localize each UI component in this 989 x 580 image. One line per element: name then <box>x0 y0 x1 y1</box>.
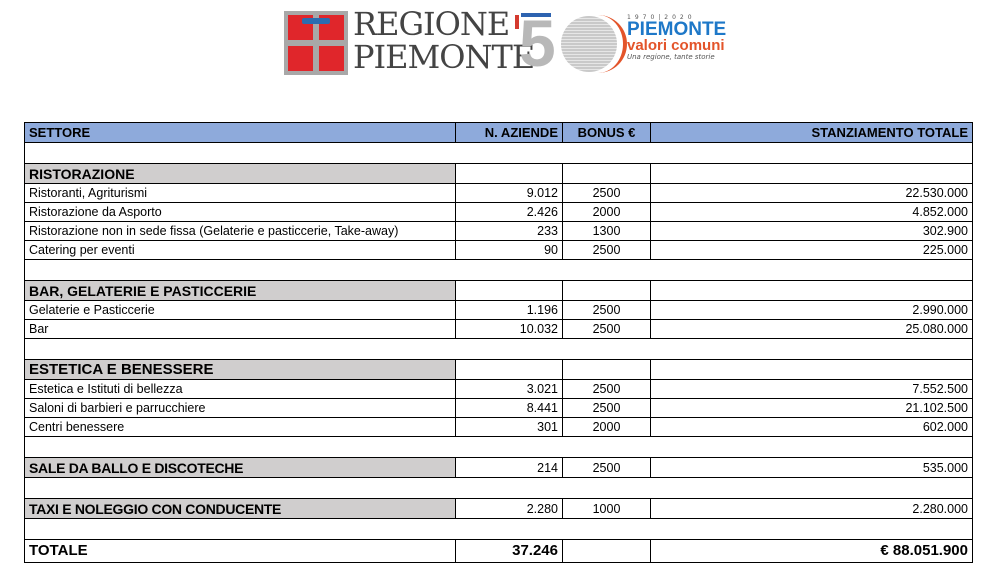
table-row <box>25 399 973 418</box>
table-row <box>25 301 973 320</box>
column-header-settore: SETTORE <box>25 123 456 143</box>
cell-settore: Catering per eventi <box>25 241 456 260</box>
cell-totale: 602.000 <box>651 418 973 437</box>
total-label: TOTALE <box>25 540 456 563</box>
cell-settore: Centri benessere <box>25 418 456 437</box>
section-row-taxi-ncc <box>25 499 973 519</box>
cell-totale: 7.552.500 <box>651 380 973 399</box>
cell-bonus: 2500 <box>563 399 651 418</box>
cell-bonus: 2500 <box>563 241 651 260</box>
total-aziende: 37.246 <box>456 540 563 563</box>
spacer-row <box>25 143 973 164</box>
cell-totale: 25.080.000 <box>651 320 973 339</box>
section-name: ESTETICA E BENESSERE <box>25 360 456 380</box>
fifty-years-logo-icon: 5 <box>515 11 625 75</box>
column-header-bonus: BONUS € <box>563 123 651 143</box>
cell-bonus: 2500 <box>563 458 651 478</box>
cell-settore: Gelaterie e Pasticcerie <box>25 301 456 320</box>
table-header-row <box>25 123 973 143</box>
table-row <box>25 380 973 399</box>
cell-settore: Ristoranti, Agriturismi <box>25 184 456 203</box>
cell-totale: 2.990.000 <box>651 301 973 320</box>
logo-line-1: REGIONE <box>353 5 510 43</box>
section-name: TAXI E NOLEGGIO CON CONDUCENTE <box>25 499 456 519</box>
cell-settore: Ristorazione da Asporto <box>25 203 456 222</box>
cell-bonus: 2000 <box>563 203 651 222</box>
cell-totale: 22.530.000 <box>651 184 973 203</box>
total-row <box>25 540 973 563</box>
cell-bonus: 1000 <box>563 499 651 519</box>
regione-piemonte-logo-text <box>353 5 535 76</box>
total-bonus <box>563 540 651 563</box>
logo-subtitle: valori comuni <box>627 37 725 54</box>
cell-aziende: 214 <box>456 458 563 478</box>
section-row-bar-gelaterie-pasticcerie <box>25 281 973 301</box>
cell-settore: Saloni di barbieri e parrucchiere <box>25 399 456 418</box>
bonus-allocation-table <box>24 122 973 563</box>
table-row <box>25 184 973 203</box>
cell-aziende: 90 <box>456 241 563 260</box>
header-logos <box>282 5 742 80</box>
section-row-estetica-benessere <box>25 360 973 380</box>
section-row-sale-da-ballo <box>25 458 973 478</box>
table-row <box>25 203 973 222</box>
spacer-row <box>25 260 973 281</box>
section-name: BAR, GELATERIE E PASTICCERIE <box>25 281 456 301</box>
cell-bonus: 2500 <box>563 301 651 320</box>
section-row-ristorazione <box>25 164 973 184</box>
table-row <box>25 418 973 437</box>
cell-settore: Estetica e Istituti di bellezza <box>25 380 456 399</box>
spacer-row <box>25 437 973 458</box>
cell-totale: 302.900 <box>651 222 973 241</box>
cell-aziende: 3.021 <box>456 380 563 399</box>
table-row <box>25 241 973 260</box>
cell-aziende: 2.426 <box>456 203 563 222</box>
spacer-row <box>25 339 973 360</box>
cell-aziende: 2.280 <box>456 499 563 519</box>
table-row <box>25 320 973 339</box>
regione-piemonte-flag-icon <box>284 11 348 75</box>
section-name: SALE DA BALLO E DISCOTECHE <box>25 458 456 478</box>
piemonte-valori-comuni-logo <box>627 14 726 61</box>
cell-bonus: 2500 <box>563 320 651 339</box>
logo-title: PIEMONTE <box>627 19 727 40</box>
cell-aziende: 10.032 <box>456 320 563 339</box>
cell-aziende: 1.196 <box>456 301 563 320</box>
cell-aziende: 233 <box>456 222 563 241</box>
cell-aziende: 9.012 <box>456 184 563 203</box>
cell-aziende: 8.441 <box>456 399 563 418</box>
total-stanziamento: € 88.051.900 <box>651 540 973 563</box>
logo-years: 1970|2020 <box>627 14 696 21</box>
column-header-stanziamento: STANZIAMENTO TOTALE <box>651 123 973 143</box>
spacer-row <box>25 478 973 499</box>
cell-settore: Bar <box>25 320 456 339</box>
cell-aziende: 301 <box>456 418 563 437</box>
cell-settore: Ristorazione non in sede fissa (Gelaterie e pasticcerie, Take-away) <box>25 222 456 241</box>
cell-bonus: 2500 <box>563 380 651 399</box>
spacer-row <box>25 519 973 540</box>
cell-bonus: 2000 <box>563 418 651 437</box>
table-row <box>25 222 973 241</box>
cell-bonus: 2500 <box>563 184 651 203</box>
logo-line-2: PIEMONTE <box>353 38 535 76</box>
column-header-n-aziende: N. AZIENDE <box>456 123 563 143</box>
cell-totale: 535.000 <box>651 458 973 478</box>
section-name: RISTORAZIONE <box>25 164 456 184</box>
logo-tagline: Una regione, tante storie <box>627 53 715 61</box>
cell-totale: 21.102.500 <box>651 399 973 418</box>
cell-totale: 2.280.000 <box>651 499 973 519</box>
cell-totale: 4.852.000 <box>651 203 973 222</box>
cell-bonus: 1300 <box>563 222 651 241</box>
cell-totale: 225.000 <box>651 241 973 260</box>
